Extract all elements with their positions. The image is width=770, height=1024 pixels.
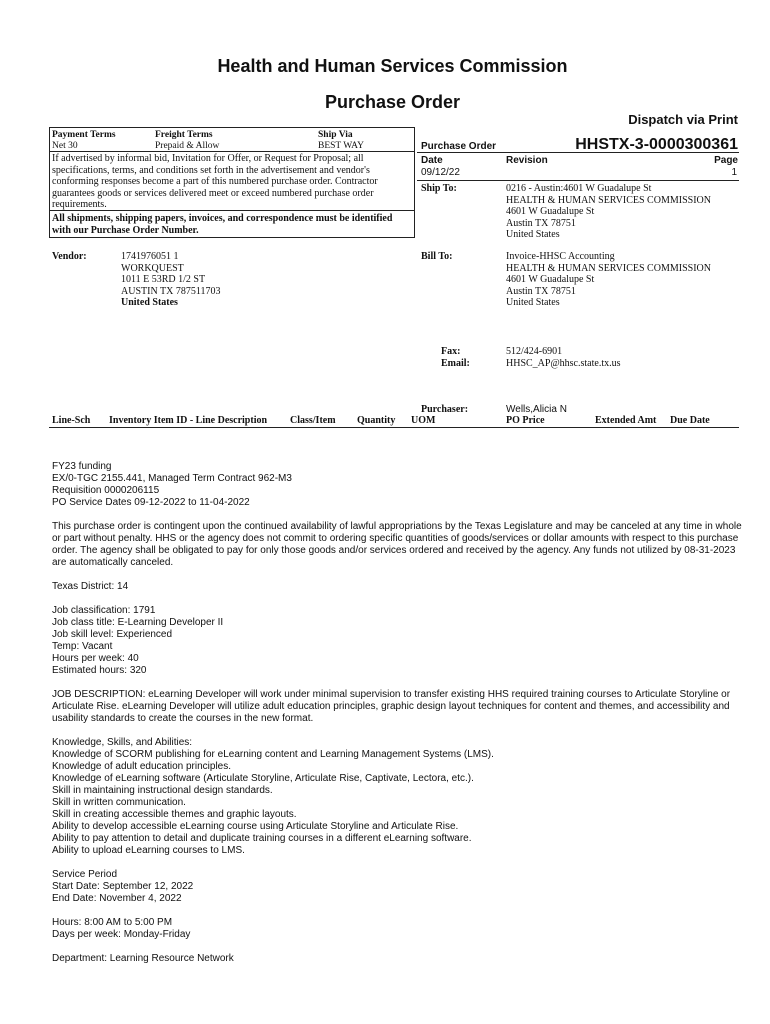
- funding-line: FY23 funding: [52, 461, 112, 472]
- organization-title: Health and Human Services Commission: [217, 56, 568, 76]
- purchase-order-number: HHSTX-3-0000300361: [575, 136, 738, 153]
- hours-block: [52, 917, 742, 941]
- ksa-block: [52, 737, 742, 857]
- purchase-order-label: Purchase Order: [421, 141, 497, 152]
- ksa-line: Knowledge of adult education principles.: [52, 761, 232, 772]
- job-line: Job class title: E-Learning Developer II: [52, 617, 224, 628]
- col-extended-amt: Extended Amt: [595, 415, 657, 426]
- vendor-line: 1741976051 1: [121, 251, 179, 262]
- dispatch-method: Dispatch via Print: [628, 112, 738, 127]
- document-title: Purchase Order: [324, 92, 461, 112]
- col-line-sch: Line-Sch: [52, 415, 91, 426]
- vendor-address: [121, 251, 220, 309]
- fax-label: Fax:: [441, 346, 461, 357]
- ksa-line: Skill in creating accessible themes and graphic layouts.: [52, 809, 297, 820]
- email-value: HHSC_AP@hhsc.state.tx.us: [506, 358, 621, 369]
- payment-terms-value: Net 30: [52, 141, 78, 151]
- bill-to-line: 4601 W Guadalupe St: [506, 274, 595, 285]
- bill-to-label: Bill To:: [421, 251, 453, 262]
- ship-to-line: United States: [506, 229, 560, 240]
- service-line: Service Period: [52, 869, 118, 880]
- po-header-divider: [417, 152, 739, 153]
- col-po-price: PO Price: [506, 415, 545, 426]
- table-header-divider: [49, 427, 739, 428]
- funding-block: [52, 461, 742, 509]
- advertised-terms-text: If advertised by informal bid, Invitation for Offer, or Request for Proposal; all specifications, terms, and conditions set forth in the advertisement and vendor's conforming responses become a part of this numbered purchase order. Contractor guarantees goods or services delivered meet or exceed numbered purchase order requirements.: [52, 153, 378, 210]
- service-period-block: [52, 869, 742, 905]
- ship-to-label: Ship To:: [421, 183, 457, 194]
- col-due-date: Due Date: [670, 415, 710, 426]
- ship-to-line: Austin TX 78751: [506, 217, 576, 229]
- revision-label: Revision: [506, 155, 548, 166]
- funding-line: Requisition 0000206115: [52, 485, 160, 496]
- vendor-label: Vendor:: [52, 251, 87, 262]
- shipments-note: All shipments, shipping papers, invoices, and correspondence must be identified with our Purchase Order Number.: [52, 213, 393, 236]
- bill-to-line: Austin TX 78751: [506, 285, 576, 297]
- page-value: 1: [731, 167, 737, 178]
- ksa-line: Ability to develop accessible eLearning course using Articulate Storyline and Articulate Rise.: [52, 821, 459, 832]
- vendor-line: WORKQUEST: [121, 262, 184, 274]
- page-label: Page: [714, 155, 738, 166]
- col-quantity: Quantity: [357, 415, 396, 426]
- job-line: Hours per week: 40: [52, 653, 139, 664]
- funding-line: EX/0-TGC 2155.441, Managed Term Contract 962-M3: [52, 473, 292, 484]
- job-description-paragraph: JOB DESCRIPTION: eLearning Developer will work under minimal supervision to transfer existing HHS required training courses to Articulate Storyline or Articulate Rise. eLearning Developer will utilize adult education principles, graphic design layout techniques for content and themes, and accessibility and usability standards to create the courses in the new format.: [52, 689, 731, 724]
- bill-to-line: Invoice-HHSC Accounting: [506, 251, 615, 262]
- fax-value: 512/424-6901: [506, 346, 563, 357]
- line-description-body: [52, 461, 742, 977]
- ksa-line: Knowledge, Skills, and Abilities:: [52, 737, 193, 748]
- col-class-item: Class/Item: [290, 415, 336, 426]
- vendor-line: 1011 E 53RD 1/2 ST: [121, 274, 206, 285]
- terms-divider: [49, 151, 414, 152]
- job-line: Job classification: 1791: [52, 605, 156, 616]
- hours-line: Hours: 8:00 AM to 5:00 PM: [52, 917, 173, 928]
- job-line: Estimated hours: 320: [52, 665, 147, 676]
- district-line: Texas District: 14: [52, 581, 129, 592]
- shipments-note-divider: [49, 210, 414, 211]
- ship-to-line: 0216 - Austin:4601 W Guadalupe St: [506, 183, 652, 194]
- col-uom: UOM: [411, 415, 436, 426]
- funding-line: PO Service Dates 09-12-2022 to 11-04-2022: [52, 497, 250, 508]
- date-label: Date: [421, 155, 443, 166]
- ship-to-line: HEALTH & HUMAN SERVICES COMMISSION: [506, 194, 711, 206]
- bill-to-address: [506, 251, 711, 309]
- vendor-line: United States: [121, 297, 178, 308]
- ksa-line: Ability to pay attention to detail and duplicate training courses in a different eLearning software.: [52, 833, 472, 844]
- purchaser-value: Wells,Alicia N: [506, 404, 567, 415]
- purchaser-label: Purchaser:: [421, 404, 469, 415]
- contingent-paragraph: This purchase order is contingent upon the continued availability of lawful appropriations by the Texas Legislature and may be canceled at any time in whole or part without penalty. HHS or the agency does not commit to ordering specific quantities of goods/services or dollar amounts with respect to this purchase order. The agency shall be obligated to pay for only those goods and/or services ordered and received by the agency. Any funds not utilized by 08-31-2023 are automatically canceled.: [52, 521, 742, 568]
- ship-via-value: BEST WAY: [318, 141, 365, 151]
- hours-line: Days per week: Monday-Friday: [52, 929, 191, 940]
- service-line: Start Date: September 12, 2022: [52, 881, 194, 892]
- col-item-description: Inventory Item ID - Line Description: [109, 415, 268, 426]
- bill-to-line: United States: [506, 297, 560, 308]
- job-block: [52, 605, 742, 677]
- ship-via-label: Ship Via: [318, 130, 353, 140]
- ksa-line: Knowledge of SCORM publishing for eLearning content and Learning Management Systems (LMS).: [52, 749, 494, 760]
- payment-terms-label: Payment Terms: [52, 130, 116, 140]
- ship-to-divider: [417, 180, 739, 181]
- date-value: 09/12/22: [421, 167, 460, 178]
- ship-to-address: [506, 183, 711, 241]
- job-line: Temp: Vacant: [52, 641, 113, 652]
- vendor-line: AUSTIN TX 787511703: [121, 285, 221, 297]
- freight-terms-label: Freight Terms: [155, 130, 213, 140]
- ksa-line: Ability to upload eLearning courses to LMS.: [52, 845, 245, 856]
- ksa-line: Skill in written communication.: [52, 797, 186, 808]
- job-line: Job skill level: Experienced: [52, 629, 173, 640]
- ksa-line: Skill in maintaining instructional design standards.: [52, 785, 273, 796]
- bill-to-line: HEALTH & HUMAN SERVICES COMMISSION: [506, 262, 711, 274]
- ship-to-line: 4601 W Guadalupe St: [506, 206, 595, 217]
- service-line: End Date: November 4, 2022: [52, 893, 182, 904]
- department-line: Department: Learning Resource Network: [52, 953, 234, 964]
- freight-terms-value: Prepaid & Allow: [155, 141, 220, 151]
- ksa-line: Knowledge of eLearning software (Articulate Storyline, Articulate Rise, Captivate, Lectora, etc.).: [52, 773, 474, 784]
- email-label: Email:: [441, 358, 470, 369]
